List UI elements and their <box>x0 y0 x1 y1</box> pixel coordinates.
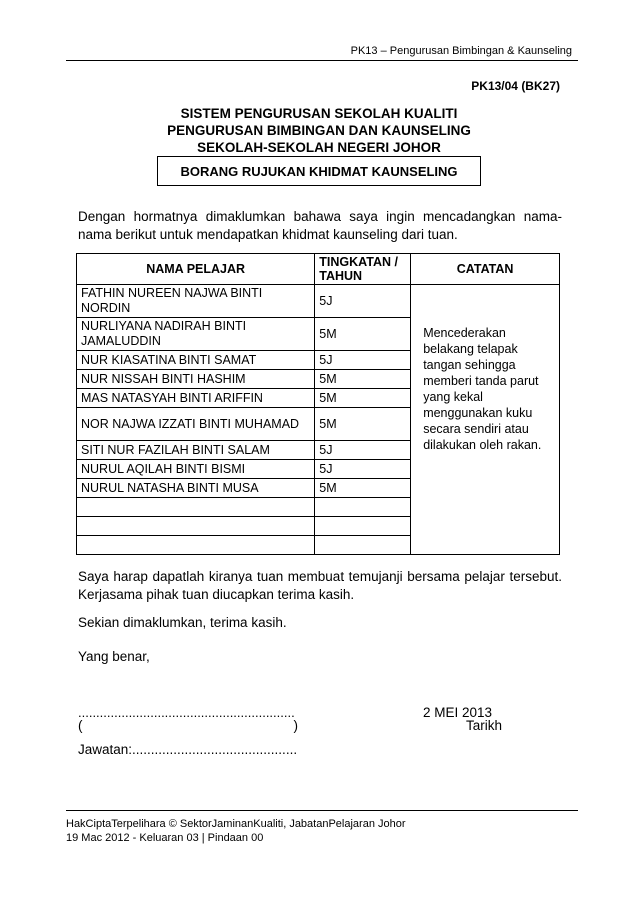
form-title-box <box>157 156 481 186</box>
student-grade: 5J <box>315 285 411 318</box>
student-name: FATHIN NUREEN NAJWA BINTI NORDIN <box>77 285 315 318</box>
table-row <box>77 285 560 318</box>
student-grade: 5J <box>315 351 411 370</box>
student-grade: 5M <box>315 318 411 351</box>
footer-version: 19 Mac 2012 - Keluaran 03 | Pindaan 00 <box>66 832 264 844</box>
student-grade: 5M <box>315 408 411 441</box>
closing-line: Sekian dimaklumkan, terima kasih. <box>78 615 287 630</box>
intro-paragraph: Dengan hormatnya dimaklumkan bahawa saya ingin mencadangkan nama-nama berikut untuk mendapatkan khidmat kaunseling dari tuan. <box>78 209 562 242</box>
student-grade: 5J <box>315 441 411 460</box>
jawatan-line: Jawatan:............................................ <box>78 742 298 757</box>
header-rule <box>66 60 578 61</box>
student-name: MAS NATASYAH BINTI ARIFFIN <box>77 389 315 408</box>
empty-cell <box>77 536 315 555</box>
empty-cell <box>315 498 411 517</box>
signature-name-brackets <box>78 718 298 733</box>
yours-line: Yang benar, <box>78 649 150 664</box>
empty-cell <box>315 536 411 555</box>
paren-close: ) <box>293 718 298 733</box>
form-title: BORANG RUJUKAN KHIDMAT KAUNSELING <box>180 163 458 179</box>
footer <box>66 817 406 845</box>
header-nama: NAMA PELAJAR <box>77 254 315 285</box>
title-line-3: SEKOLAH-SEKOLAH NEGERI JOHOR <box>197 140 441 155</box>
student-name: NUR KIASATINA BINTI SAMAT <box>77 351 315 370</box>
student-name: NURUL AQILAH BINTI BISMI <box>77 460 315 479</box>
title-line-2: PENGURUSAN BIMBINGAN DAN KAUNSELING <box>167 123 471 138</box>
empty-cell <box>77 517 315 536</box>
request-paragraph: Saya harap dapatlah kiranya tuan membuat temujanji bersama pelajar tersebut. Kerjasama pihak tuan diucapkan terima kasih. <box>78 569 562 602</box>
student-name: NUR NISSAH BINTI HASHIM <box>77 370 315 389</box>
document-titles <box>0 105 638 156</box>
paren-open: ( <box>78 718 83 733</box>
student-grade: 5M <box>315 389 411 408</box>
student-grade: 5M <box>315 370 411 389</box>
header-tingkatan: TINGKATAN / TAHUN <box>315 254 411 285</box>
footer-copyright: HakCiptaTerpelihara © SektorJaminanKualiti, JabatanPelajaran Johor <box>66 818 406 830</box>
date-value: 2 MEI 2013 <box>423 705 493 720</box>
footer-rule <box>66 810 578 811</box>
student-table <box>76 253 560 555</box>
student-name: NURUL NATASHA BINTI MUSA <box>77 479 315 498</box>
student-name: NURLIYANA NADIRAH BINTI JAMALUDDIN <box>77 318 315 351</box>
date-label: Tarikh <box>466 718 503 733</box>
empty-cell <box>315 517 411 536</box>
catatan-note: Mencederakan belakang telapak tangan sehingga memberi tanda parut yang kekal menggunakan kuku secara sendiri atau dilakukan oleh rakan. <box>411 285 560 555</box>
student-grade: 5J <box>315 460 411 479</box>
header-catatan: CATATAN <box>411 254 560 285</box>
form-code: PK13/04 (BK27) <box>471 79 560 93</box>
signature-line: ............................................................ <box>78 705 295 720</box>
table-header-row <box>77 254 560 285</box>
student-grade: 5M <box>315 479 411 498</box>
running-header: PK13 – Pengurusan Bimbingan & Kaunseling <box>350 45 572 57</box>
title-line-1: SISTEM PENGURUSAN SEKOLAH KUALITI <box>180 106 458 121</box>
student-name: NOR NAJWA IZZATI BINTI MUHAMAD <box>77 408 315 441</box>
empty-cell <box>77 498 315 517</box>
student-name: SITI NUR FAZILAH BINTI SALAM <box>77 441 315 460</box>
